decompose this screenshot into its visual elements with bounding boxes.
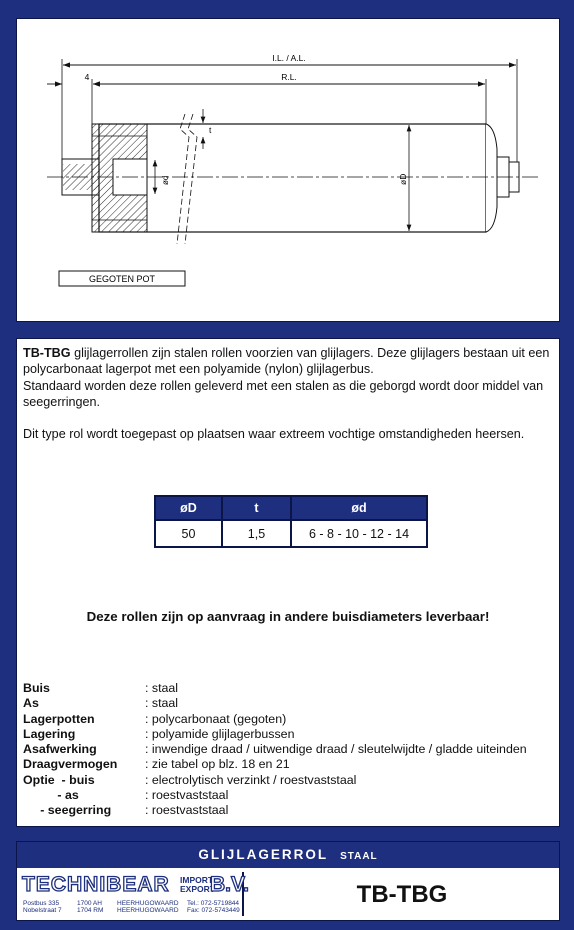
intro-p2-text: Standaard worden deze rollen geleverd met een stalen as die geborgd wordt door middel van seegerringen. [23, 378, 544, 409]
spec-row [23, 803, 527, 818]
dim-od-large-label: øD [398, 173, 408, 185]
product-code: TB-TBG [356, 881, 448, 908]
spec-value: : polycarbonaat (gegoten) [145, 711, 287, 726]
phone-column: Tel.: 072-5719844 Fax: 072-5743449 [187, 900, 240, 915]
intro-code: TB-TBG [23, 346, 71, 360]
drawing-caption: GEGOTEN POT [88, 274, 156, 284]
spec-value: : polyamide glijlagerbussen [145, 726, 295, 741]
table-header-row [155, 496, 427, 520]
intro-p1-text: glijlagerrollen zijn stalen rollen voorzien van glijlagers. Deze glijlagers bestaan uit een polycarbonaat lagerpot met een polyamide (nylon) glijlagerbus. [23, 346, 550, 377]
spec-key: Lagering [23, 726, 76, 741]
spec-value: : roestvaststaal [145, 788, 229, 803]
spec-key: - seegerring [23, 803, 112, 818]
spec-value: : staal [145, 696, 179, 711]
table-header-cell: ød [291, 496, 427, 520]
table-header-cell: t [222, 496, 291, 520]
intro-paragraph-1 [23, 345, 553, 410]
footer-panel [16, 841, 560, 921]
dim-t-label: t [209, 125, 212, 135]
table-header-cell: øD [155, 496, 222, 520]
technical-drawing-panel [16, 18, 560, 322]
spec-row [23, 696, 527, 711]
dim-od-small-label: ød [161, 175, 170, 185]
spec-key: - as [23, 788, 79, 803]
spec-row [23, 773, 527, 788]
description-panel [16, 338, 560, 827]
roller-drawing [17, 19, 559, 321]
spec-key: Buis [23, 681, 50, 695]
spec-row [23, 727, 527, 742]
dimensions-table [154, 495, 428, 548]
specifications-list [23, 681, 527, 819]
spec-row [23, 712, 527, 727]
table-cell: 6 - 8 - 10 - 12 - 14 [291, 520, 427, 547]
city-column: HEERHUGOWAARD HEERHUGOWAARD [117, 900, 179, 915]
spec-value: : roestvaststaal [145, 803, 229, 818]
spec-value: : staal [145, 681, 179, 695]
spec-key: Optie - buis [23, 772, 95, 787]
dim-il-al-label: I.L. / A.L. [272, 53, 306, 63]
footer-subtitle: STAAL [340, 851, 378, 862]
company-logo-name: TECHNIBEAR [22, 873, 170, 896]
intro-text [23, 345, 553, 442]
spec-row [23, 742, 527, 757]
footer-title-bar [17, 842, 559, 868]
spec-row [23, 681, 527, 696]
spec-row [23, 757, 527, 772]
spec-key: Asafwerking [23, 742, 97, 757]
spec-key: Draagvermogen [23, 757, 118, 772]
spec-value: : zie tabel op blz. 18 en 21 [145, 757, 290, 772]
dim-rl-label: R.L. [281, 72, 297, 82]
spec-value: : inwendige draad / uitwendige draad / sleutelwijdte / gladde uiteinden [145, 742, 527, 757]
intro-paragraph-3: Dit type rol wordt toegepast op plaatsen waar extreem vochtige omstandigheden heersen. [23, 427, 525, 442]
availability-notice: Deze rollen zijn op aanvraag in andere buisdiameters leverbaar! [86, 609, 490, 624]
table-cell: 1,5 [222, 520, 291, 547]
postcode-column: 1700 AH 1704 RM [77, 900, 104, 915]
company-logo-import-export: IMPORT EXPORT [180, 875, 215, 894]
spec-value: : electrolytisch verzinkt / roestvaststaal [145, 772, 357, 787]
footer-title: GLIJLAGERROL [198, 847, 329, 862]
spec-row [23, 788, 527, 803]
table-row [155, 520, 427, 547]
spec-key: As [23, 696, 39, 711]
spec-key: Lagerpotten [23, 711, 95, 726]
company-logo-bv: B.V. [210, 873, 249, 896]
table-cell: 50 [155, 520, 222, 547]
dim-4-label: 4 [84, 72, 90, 82]
address-column: Postbus 335 Nobelstraat 7 [23, 900, 62, 915]
